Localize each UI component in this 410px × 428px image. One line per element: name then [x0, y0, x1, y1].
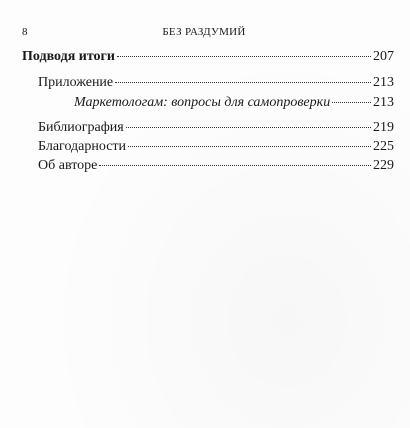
- toc-entry-marketers: [74, 94, 394, 112]
- toc-entry-page: 225: [373, 139, 394, 154]
- running-title: БЕЗ РАЗДУМИЙ: [162, 26, 246, 38]
- page-header: [22, 26, 386, 42]
- toc-entry-summary: [22, 48, 394, 66]
- page-number: 8: [22, 26, 28, 38]
- toc-entry-acknowledgements: [38, 138, 394, 156]
- dot-leader: [126, 127, 371, 128]
- toc-entry-about-author: [38, 157, 394, 175]
- toc-entry-page: 213: [373, 75, 394, 90]
- toc-entry-title: Библиография: [38, 120, 124, 135]
- dot-leader: [332, 102, 371, 103]
- toc-entry-page: 219: [373, 120, 394, 135]
- toc-entry-bibliography: [38, 119, 394, 137]
- toc-entry-title: Подводя итоги: [22, 49, 115, 64]
- dot-leader: [99, 165, 371, 166]
- toc-entry-title: Маркетологам: вопросы для самопроверки: [74, 95, 331, 110]
- toc-entry-page: 207: [373, 49, 394, 64]
- toc-entry-page: 229: [373, 158, 394, 173]
- dot-leader: [128, 146, 371, 147]
- dot-leader: [115, 82, 371, 83]
- toc-entry-title: Благодарности: [38, 139, 127, 154]
- toc-entry-title: Приложение: [38, 75, 114, 90]
- toc-entry-appendix: [38, 74, 394, 92]
- toc-entry-title: Об авторе: [38, 158, 98, 173]
- toc-entry-page: 213: [373, 95, 394, 110]
- dot-leader: [117, 56, 371, 57]
